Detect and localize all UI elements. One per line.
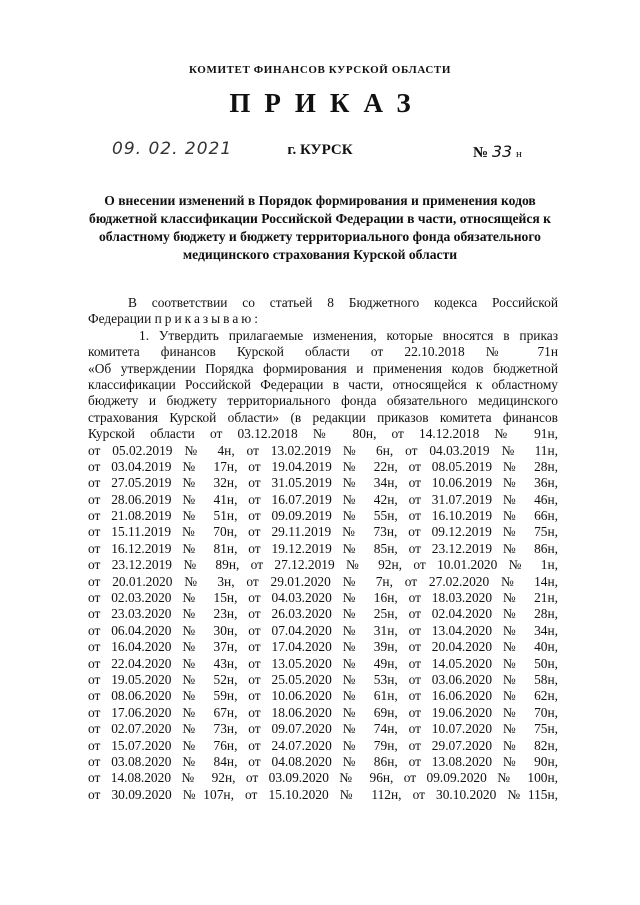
order-number [473, 142, 522, 162]
body-line: от 23.12.2019 № 89н, от 27.12.2019 № 92н, от 10.01.2020 № 1н, [88, 557, 558, 573]
body-line: от 17.06.2020 № 67н, от 18.06.2020 № 69н, от 19.06.2020 № 70н, [88, 704, 558, 720]
body-line: от 02.03.2020 № 15н, от 04.03.2020 № 16н, от 18.03.2020 № 21н, [88, 590, 558, 606]
body-line: классификации Российской Федерации в части, относящейся к областному [88, 376, 558, 392]
body-line: от 14.08.2020 № 92н, от 03.09.2020 № 96н, от 09.09.2020 № 100н, [88, 770, 558, 786]
body-line: комитета финансов Курской области от 22.10.2018 № 71н [88, 344, 558, 360]
body-line: от 03.04.2019 № 17н, от 19.04.2019 № 22н, от 08.05.2019 № 28н, [88, 458, 558, 474]
order-title: ПРИКАЗ [229, 88, 425, 118]
body-line: от 22.04.2020 № 43н, от 13.05.2020 № 49н, от 14.05.2020 № 50н, [88, 655, 558, 671]
order-verb: приказываю: [154, 311, 261, 327]
handwritten-number: 33 [491, 142, 513, 161]
item-1-line-1: 1. Утвердить прилагаемые изменения, которые вносятся в приказ [139, 327, 558, 343]
body-line: от 16.04.2020 № 37н, от 17.04.2020 № 39н, от 20.04.2020 № 40н, [88, 639, 558, 655]
body-line: от 28.06.2019 № 41н, от 16.07.2019 № 42н, от 31.07.2019 № 46н, [88, 491, 558, 507]
city-name: г. КУРСК [287, 142, 353, 158]
body-line: от 05.02.2019 № 4н, от 13.02.2019 № 6н, от 04.03.2019 № 11н, [88, 442, 558, 458]
number-sign: № [473, 145, 489, 161]
body-line: от 20.01.2020 № 3н, от 29.01.2020 № 7н, от 27.02.2020 № 14н, [88, 573, 558, 589]
body-line: от 16.12.2019 № 81н, от 19.12.2019 № 85н, от 23.12.2019 № 86н, [88, 540, 558, 556]
body-line: Курской области от 03.12.2018 № 80н, от 14.12.2018 № 91н, [88, 426, 558, 442]
body-line: от 27.05.2019 № 32н, от 31.05.2019 № 34н, от 10.06.2019 № 36н, [88, 475, 558, 491]
body-line: от 21.08.2019 № 51н, от 09.09.2019 № 55н, от 16.10.2019 № 66н, [88, 508, 558, 524]
body-line: от 08.06.2020 № 59н, от 10.06.2020 № 61н, от 16.06.2020 № 62н, [88, 688, 558, 704]
body-line: от 15.11.2019 № 70н, от 29.11.2019 № 73н, от 09.12.2019 № 75н, [88, 524, 558, 540]
body-line: страхования Курской области» (в редакции приказов комитета финансов [88, 409, 558, 425]
body-lines [88, 344, 558, 803]
body-line: от 06.04.2020 № 30н, от 07.04.2020 № 31н, от 13.04.2020 № 34н, [88, 622, 558, 638]
body-line: бюджету и бюджету территориального фонда обязательного медицинского [88, 393, 558, 409]
handwritten-date: 09. 02. 2021 [112, 139, 233, 159]
order-body [88, 295, 558, 803]
order-heading: О внесении изменений в Порядок формирования и применения кодов бюджетной классификации Российской Федерации в части, относящейся к областному бюджету и бюджету территориального фонда обязательного медицинского страхования Курской области [89, 193, 551, 262]
body-line: от 15.07.2020 № 76н, от 24.07.2020 № 79н, от 29.07.2020 № 82н, [88, 737, 558, 753]
body-line: от 23.03.2020 № 23н, от 26.03.2020 № 25н, от 02.04.2020 № 28н, [88, 606, 558, 622]
committee-name: КОМИТЕТ ФИНАНСОВ КУРСКОЙ ОБЛАСТИ [189, 64, 451, 76]
intro-line-1: В соответствии со статьей 8 Бюджетного кодекса Российской [128, 295, 558, 310]
body-line: от 02.07.2020 № 73н, от 09.07.2020 № 74н, от 10.07.2020 № 75н, [88, 721, 558, 737]
body-line: от 30.09.2020 №107н, от 15.10.2020 № 112н, от 30.10.2020 №115н, [88, 786, 558, 802]
body-line: от 03.08.2020 № 84н, от 04.08.2020 № 86н, от 13.08.2020 № 90н, [88, 753, 558, 769]
body-line: от 19.05.2020 № 52н, от 25.05.2020 № 53н, от 03.06.2020 № 58н, [88, 671, 558, 687]
number-suffix: н [515, 148, 522, 160]
intro-prefix: Федерации [88, 311, 152, 327]
body-line: «Об утверждении Порядка формирования и применения кодов бюджетной [88, 360, 558, 376]
intro-line-2 [88, 311, 558, 327]
